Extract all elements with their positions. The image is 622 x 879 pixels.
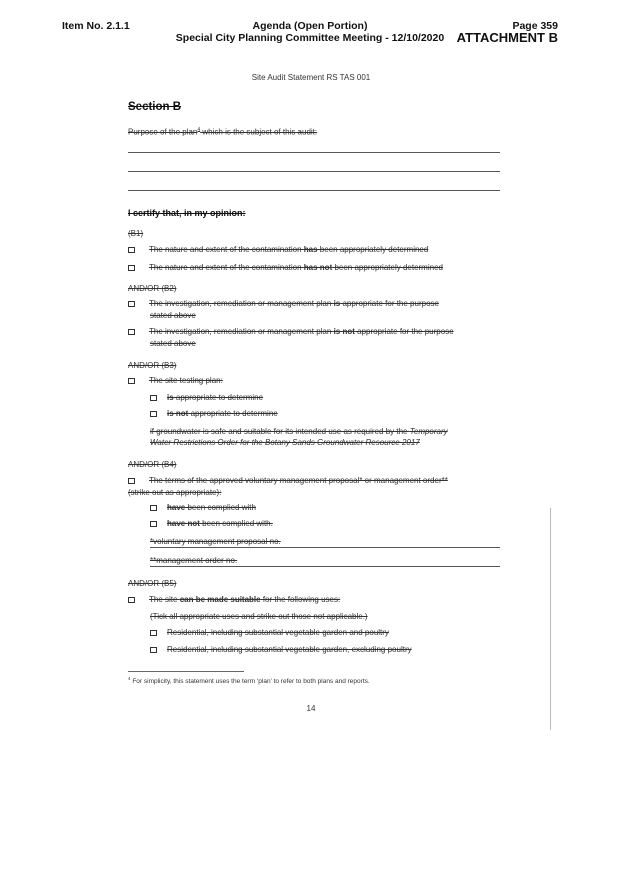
b2-label: AND/OR (B2): [128, 284, 177, 293]
b1-label: (B1): [128, 229, 144, 238]
b2-option-1[interactable]: The investigation, remediation or management plan is appropriate for the purpose: [128, 299, 439, 308]
b5-tick-note: (Tick all appropriate uses and strike out those not applicable.): [150, 612, 368, 621]
b5-label: AND/OR (B5): [128, 579, 177, 588]
vmp-label: *voluntary management proposal no.: [150, 537, 281, 546]
scan-edge-line: [550, 508, 551, 730]
vmp-line: [150, 547, 500, 548]
b5-use-1[interactable]: Residential, including substantial vegetable garden and poultry: [150, 628, 389, 637]
b4-intro-line-2: (strike out as appropriate):: [128, 488, 222, 497]
purpose-line-2: [128, 171, 500, 172]
footnote-rule: [128, 671, 244, 672]
page-number: 14: [306, 704, 316, 713]
checkbox-icon: [150, 395, 157, 401]
b5-intro[interactable]: The site can be made suitable for the following uses:: [128, 595, 340, 604]
b4-option-2[interactable]: have not been complied with.: [150, 519, 273, 528]
purpose-line-3: [128, 190, 500, 191]
mo-line: [150, 566, 500, 567]
agenda-title: Agenda (Open Portion): [252, 20, 368, 32]
b3-note-line-2: Water Restrictions Order for the Botany Sands Groundwater Resource 2017: [150, 438, 420, 447]
checkbox-icon: [128, 301, 135, 307]
checkbox-icon: [128, 329, 135, 335]
checkbox-icon: [150, 411, 157, 417]
statement-title: Site Audit Statement RS TAS 001: [251, 73, 371, 82]
purpose-line-1: [128, 152, 500, 153]
b2-option-2[interactable]: The investigation, remediation or management plan is not appropriate for the purpose: [128, 327, 454, 336]
b3-label: AND/OR (B3): [128, 361, 177, 370]
b3-option-2[interactable]: is not appropriate to determine: [150, 409, 278, 418]
certify-heading: I certify that, in my opinion:: [128, 208, 246, 218]
b4-label: AND/OR (B4): [128, 460, 177, 469]
section-title: Section B: [128, 101, 182, 113]
checkbox-icon: [128, 478, 135, 484]
checkbox-icon: [128, 378, 135, 384]
b1-option-2[interactable]: The nature and extent of the contamination has not been appropriately determined: [128, 263, 443, 272]
b3-note: if groundwater is safe and suitable for its intended use as required by the Temporary: [150, 427, 448, 436]
footnote: $^4$ For simplicity, this statement uses the term ‘plan’ to refer to both plans and reports.: [128, 676, 370, 686]
checkbox-icon: [150, 630, 157, 636]
checkbox-icon: [150, 521, 157, 527]
meeting-title: Special City Planning Committee Meeting - 12/10/2020: [175, 32, 445, 44]
b3-intro[interactable]: The site testing plan:: [128, 376, 223, 385]
purpose-label: Purpose of the plan$^4$ which is the subject of this audit:: [128, 127, 318, 137]
checkbox-icon: [150, 505, 157, 511]
b1-option-1[interactable]: The nature and extent of the contamination has been appropriately determined: [128, 245, 428, 254]
b4-intro[interactable]: The terms of the approved voluntary management proposal* or management order**: [128, 476, 448, 485]
checkbox-icon: [128, 247, 135, 253]
page-label: Page 359: [512, 20, 558, 32]
attachment-label: ATTACHMENT B: [456, 30, 558, 45]
item-number: Item No. 2.1.1: [62, 20, 130, 32]
b2-option-1-line-2: stated above: [150, 311, 196, 320]
checkbox-icon: [128, 597, 135, 603]
checkbox-icon: [150, 647, 157, 653]
checkbox-icon: [128, 265, 135, 271]
mo-label: **management order no.: [150, 556, 238, 565]
b2-option-2-line-2: stated above: [150, 339, 196, 348]
b5-use-2[interactable]: Residential, including substantial vegetable garden, excluding poultry: [150, 645, 412, 654]
b3-option-1[interactable]: is appropriate to determine: [150, 393, 263, 402]
b4-option-1[interactable]: have been complied with: [150, 503, 256, 512]
